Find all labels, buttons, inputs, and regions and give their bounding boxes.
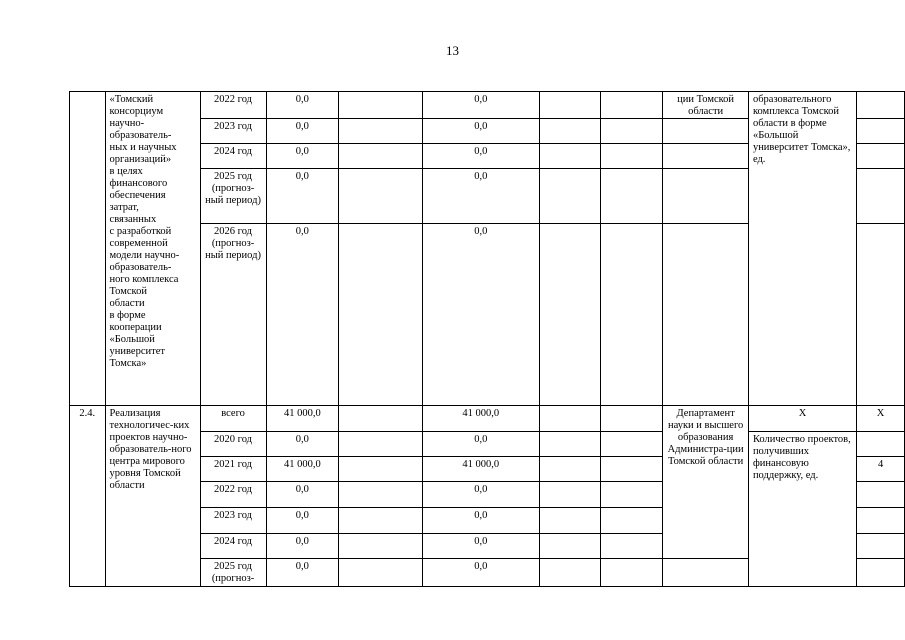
- amount-cell: 41 000,0: [422, 406, 539, 432]
- total-cell: 0,0: [266, 224, 339, 406]
- year-cell: 2023 год: [200, 508, 266, 534]
- empty-cell: [339, 406, 423, 432]
- empty-cell: [339, 432, 423, 457]
- empty-cell: [663, 119, 749, 144]
- empty-cell: [539, 457, 601, 482]
- activity-name-line: модели научно-: [109, 250, 180, 261]
- row-number-cell: 2.4.: [70, 406, 106, 587]
- empty-cell: [539, 534, 601, 559]
- activity-name-line: образователь-: [109, 262, 172, 273]
- year-cell: 2025 год (прогноз-: [200, 559, 266, 587]
- activity-name-line: затрат,: [109, 202, 139, 213]
- year-cell: 2026 год (прогноз-ный период): [200, 224, 266, 406]
- empty-cell: [601, 457, 663, 482]
- activity-name-line: «Томский: [109, 94, 154, 105]
- value-cell: [857, 432, 905, 457]
- year-cell: 2024 год: [200, 534, 266, 559]
- indicator-cell: образовательного комплекса Томской области в форме «Большой университет Томска», ед.: [748, 92, 856, 406]
- activity-name-line: с разработкой: [109, 226, 172, 237]
- empty-cell: [601, 559, 663, 587]
- table-row: [70, 406, 905, 432]
- empty-cell: [339, 224, 423, 406]
- total-cell: 0,0: [266, 534, 339, 559]
- total-cell: 0,0: [266, 432, 339, 457]
- empty-cell: [339, 534, 423, 559]
- total-cell: 0,0: [266, 482, 339, 508]
- empty-cell: [339, 144, 423, 169]
- total-cell: 41 000,0: [266, 457, 339, 482]
- empty-cell: [601, 169, 663, 224]
- empty-cell: [339, 169, 423, 224]
- value-cell: [857, 119, 905, 144]
- year-cell: 2022 год: [200, 482, 266, 508]
- empty-cell: [539, 224, 601, 406]
- empty-cell: [539, 119, 601, 144]
- amount-cell: 0,0: [422, 92, 539, 119]
- total-cell: 0,0: [266, 119, 339, 144]
- indicator-cell: Количество проектов, получивших финансовую поддержку, ед.: [748, 432, 856, 587]
- amount-cell: 0,0: [422, 534, 539, 559]
- activity-name-line: области: [109, 298, 145, 309]
- total-cell: 41 000,0: [266, 406, 339, 432]
- activity-name-line: «Большой: [109, 334, 155, 345]
- total-cell: 0,0: [266, 559, 339, 587]
- year-cell: 2021 год: [200, 457, 266, 482]
- empty-cell: [339, 508, 423, 534]
- empty-cell: [601, 92, 663, 119]
- activity-name-line: образователь-: [109, 130, 172, 141]
- empty-cell: [339, 119, 423, 144]
- activity-name-line: университет: [109, 346, 165, 357]
- empty-cell: [539, 559, 601, 587]
- year-cell: 2025 год (прогноз-ный период): [200, 169, 266, 224]
- amount-cell: 0,0: [422, 432, 539, 457]
- year-cell: 2020 год: [200, 432, 266, 457]
- amount-cell: 0,0: [422, 169, 539, 224]
- empty-cell: [663, 224, 749, 406]
- empty-cell: [601, 534, 663, 559]
- amount-cell: 0,0: [422, 559, 539, 587]
- amount-cell: 41 000,0: [422, 457, 539, 482]
- empty-cell: [339, 92, 423, 119]
- indicator-x-cell: Х: [748, 406, 856, 432]
- value-cell: [857, 169, 905, 224]
- value-cell: [857, 534, 905, 559]
- activity-name-line: научно-: [109, 118, 145, 129]
- activity-name-line: ных и научных: [109, 142, 177, 153]
- activity-name-cell: [105, 92, 200, 406]
- activity-name-line: Томской: [109, 286, 147, 297]
- amount-cell: 0,0: [422, 119, 539, 144]
- activity-name-line: ного комплекса: [109, 274, 179, 285]
- year-cell: всего: [200, 406, 266, 432]
- empty-cell: [539, 92, 601, 119]
- empty-cell: [539, 406, 601, 432]
- activity-name-line: финансового: [109, 178, 168, 189]
- year-cell: 2023 год: [200, 119, 266, 144]
- activity-name-line: в форме: [109, 310, 146, 321]
- empty-cell: [601, 406, 663, 432]
- activity-name-line: кооперации: [109, 322, 162, 333]
- empty-cell: [339, 482, 423, 508]
- empty-cell: [539, 508, 601, 534]
- amount-cell: 0,0: [422, 482, 539, 508]
- activity-name-line: обеспечения: [109, 190, 166, 201]
- empty-cell: [663, 144, 749, 169]
- empty-cell: [539, 169, 601, 224]
- activity-name-cell: Реализация технологичес-ких проектов научно-образователь-ного центра мирового уровня Томской области: [105, 406, 200, 587]
- empty-cell: [539, 432, 601, 457]
- total-cell: 0,0: [266, 169, 339, 224]
- value-cell: [857, 508, 905, 534]
- empty-cell: [539, 144, 601, 169]
- empty-cell: [601, 482, 663, 508]
- program-table: [69, 91, 905, 587]
- empty-cell: [663, 169, 749, 224]
- empty-cell: [601, 432, 663, 457]
- activity-name-line: современной: [109, 238, 168, 249]
- activity-name-line: организаций»: [109, 154, 172, 165]
- activity-name-line: связанных: [109, 214, 157, 225]
- empty-cell: [539, 482, 601, 508]
- amount-cell: 0,0: [422, 508, 539, 534]
- value-cell: [857, 224, 905, 406]
- executor-cell: Департамент науки и высшего образования Администра-ции Томской области: [663, 406, 749, 559]
- activity-name-line: консорциум: [109, 106, 164, 117]
- page-number: 13: [446, 43, 459, 58]
- value-cell: [857, 92, 905, 119]
- empty-cell: [601, 144, 663, 169]
- empty-cell: [339, 457, 423, 482]
- value-cell: [857, 144, 905, 169]
- value-cell: 4: [857, 457, 905, 482]
- total-cell: 0,0: [266, 92, 339, 119]
- empty-cell: [663, 559, 749, 587]
- table-row: [70, 92, 905, 119]
- amount-cell: 0,0: [422, 224, 539, 406]
- empty-cell: [601, 119, 663, 144]
- row-number-cell: [70, 92, 106, 406]
- empty-cell: [339, 559, 423, 587]
- total-cell: 0,0: [266, 144, 339, 169]
- year-cell: 2024 год: [200, 144, 266, 169]
- empty-cell: [601, 224, 663, 406]
- executor-cell: ции Томской области: [663, 92, 749, 119]
- total-cell: 0,0: [266, 508, 339, 534]
- year-cell: 2022 год: [200, 92, 266, 119]
- value-cell: [857, 559, 905, 587]
- value-cell: [857, 482, 905, 508]
- value-cell: Х: [857, 406, 905, 432]
- empty-cell: [601, 508, 663, 534]
- activity-name-line: Томска»: [109, 358, 147, 369]
- amount-cell: 0,0: [422, 144, 539, 169]
- activity-name: [110, 94, 196, 370]
- activity-name-line: в целях: [109, 166, 143, 177]
